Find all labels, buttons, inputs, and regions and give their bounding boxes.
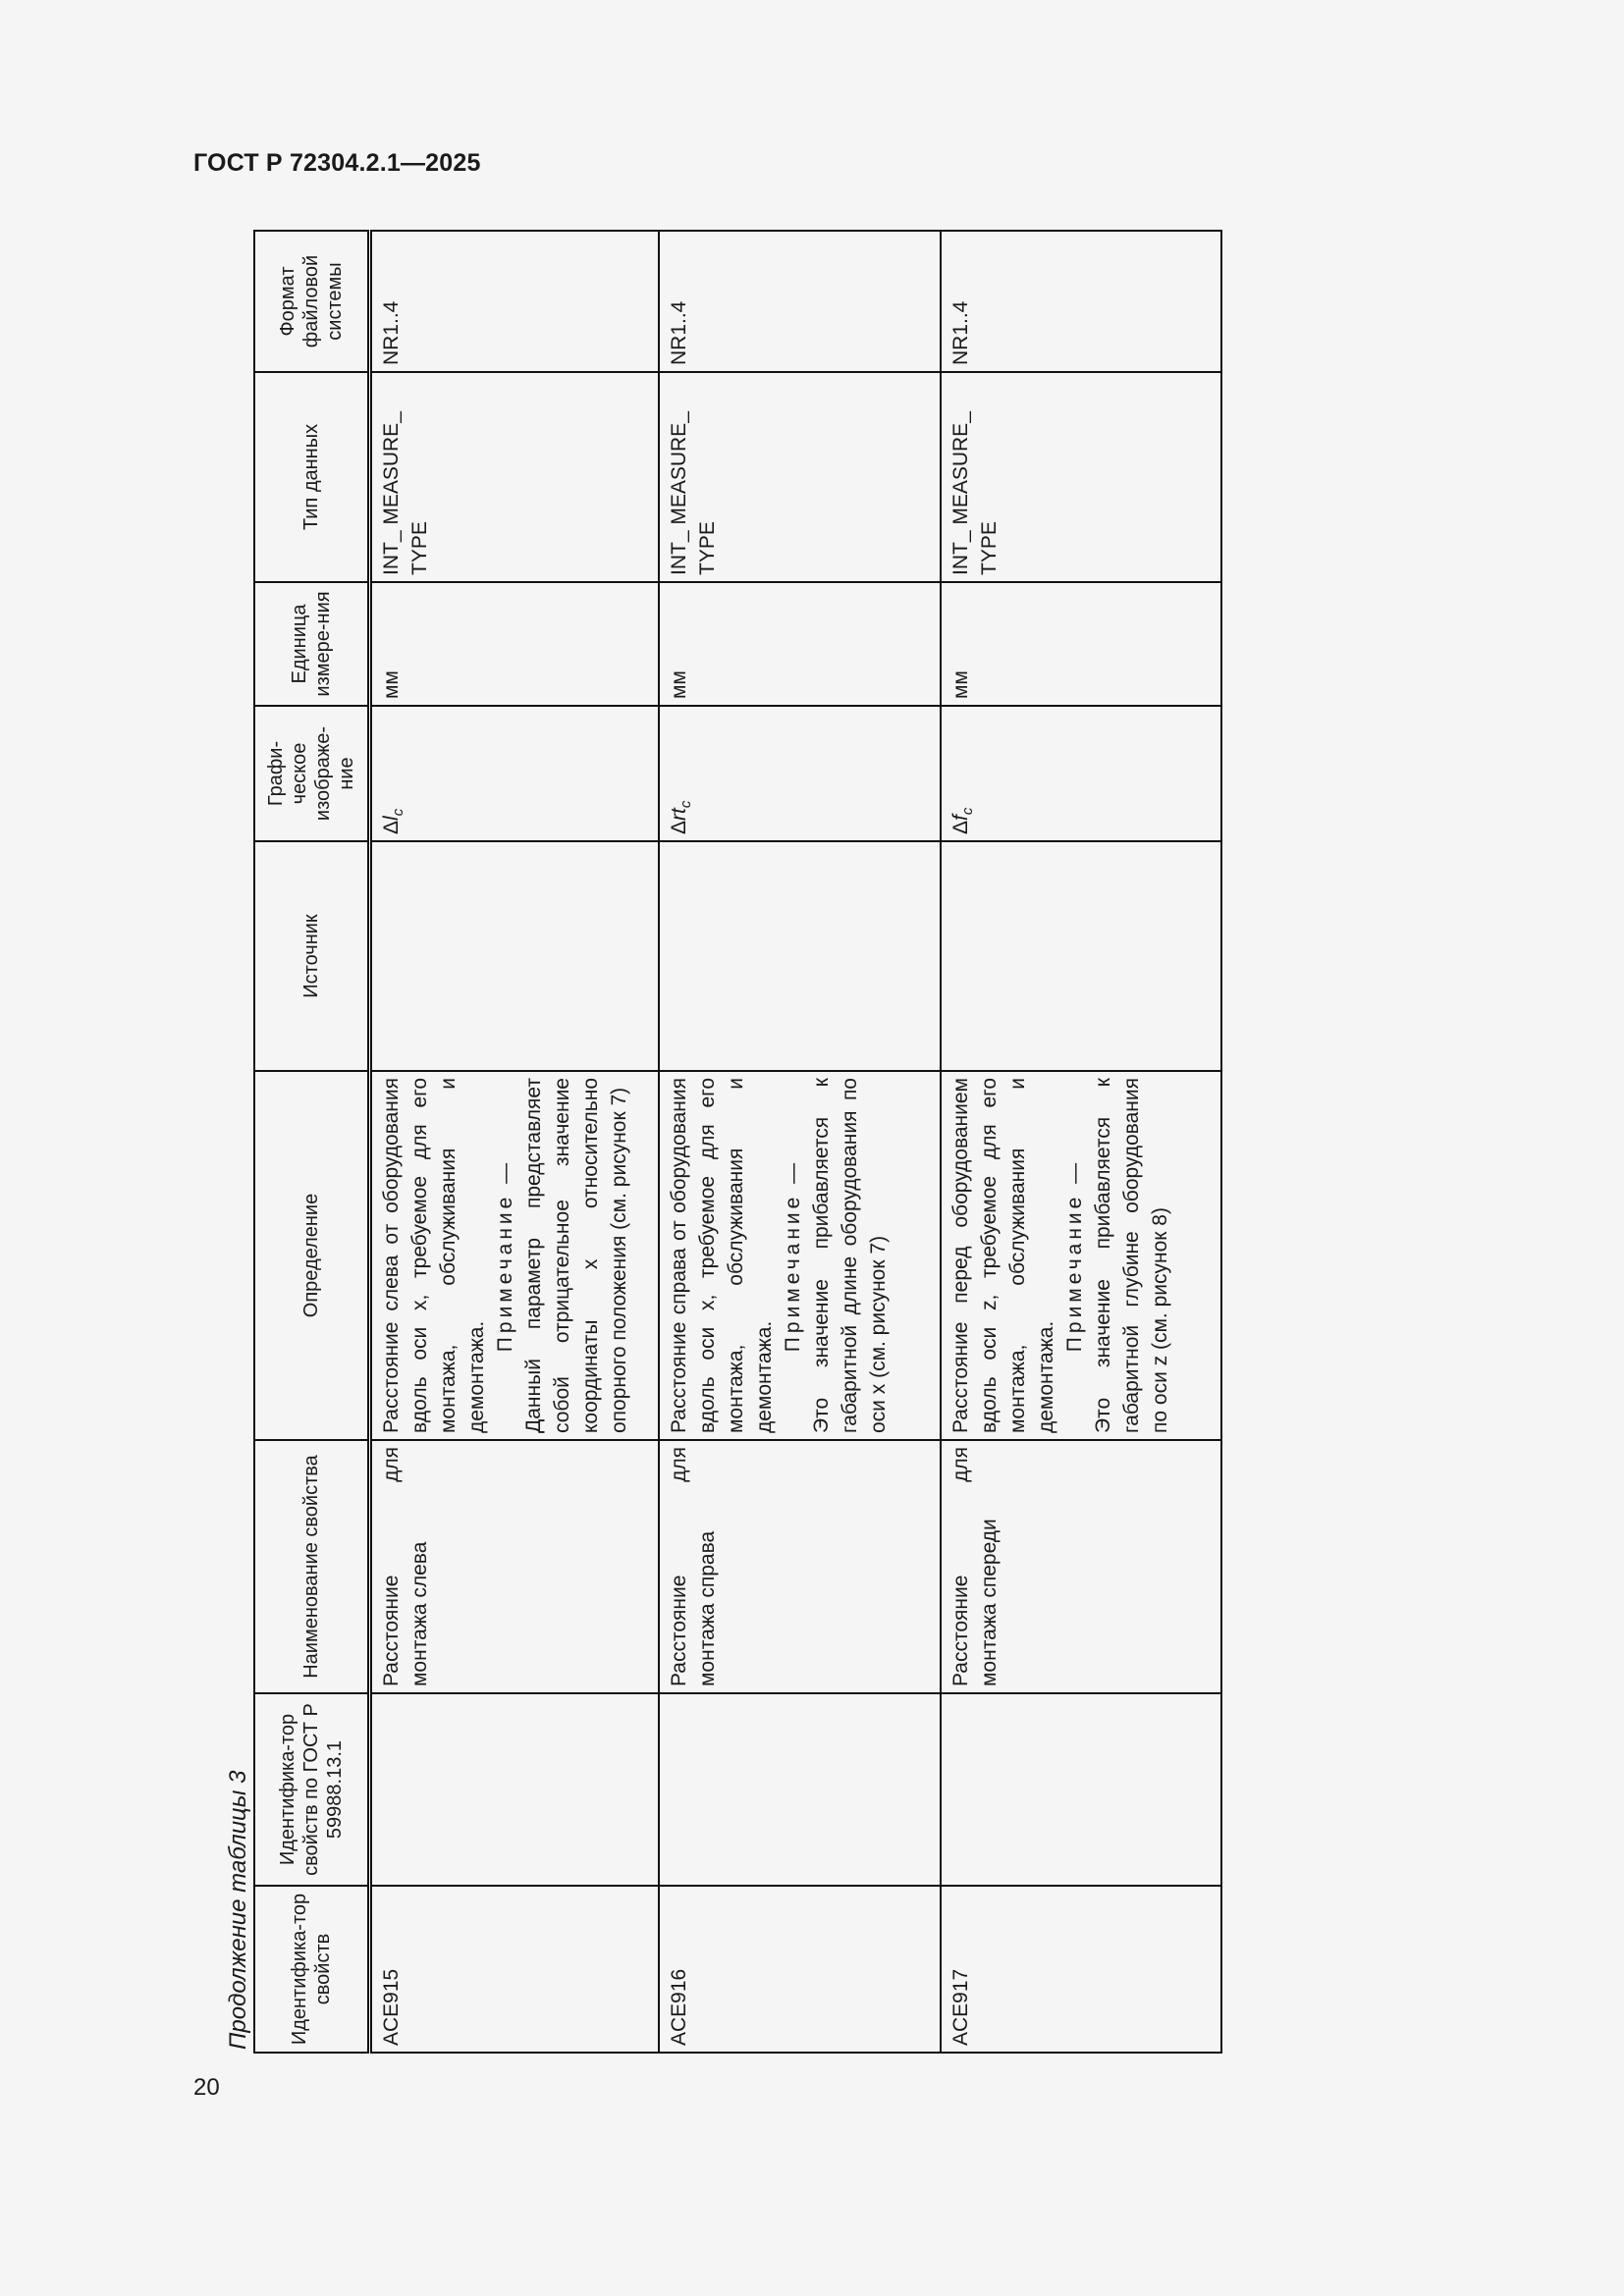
column-header-definition: Определение [254,1071,370,1440]
cell-format: NR1..4 [659,231,940,372]
table-row [659,231,940,2053]
cell-gost-id [659,1693,940,1886]
column-header-unit: Единица измере-ния [254,582,370,706]
page-number: 20 [193,2074,220,2101]
cell-name: Расстояние для монтажа спереди [941,1440,1222,1693]
cell-source [659,841,940,1071]
note-heading: Примечание — [494,1158,516,1353]
symbol-base: l [380,816,403,821]
properties-table [253,230,1222,2054]
note-text: Это значение прибавляется к габаритной длине оборудования по оси x (см. рисунок 7) [810,1078,891,1433]
column-header-format: Формат файловой системы [254,231,370,372]
cell-id: ACE915 [370,1886,660,2053]
cell-name: Расстояние для монтажа слева [370,1440,660,1693]
cell-source [941,841,1222,1071]
cell-unit: мм [659,582,940,706]
symbol-base: f [948,815,972,821]
table-row [370,231,660,2053]
cell-unit: мм [941,582,1222,706]
cell-symbol [941,706,1222,841]
column-header-data-type: Тип данных [254,372,370,582]
note-heading: Примечание — [782,1158,805,1353]
symbol-sub: c [958,807,976,816]
definition-text: Расстояние слева от оборудования вдоль оси x, требуемое для его монтажа, обслуживания и демонтажа. [380,1078,488,1433]
cell-data-type: INT_ MEASURE_ TYPE [370,372,660,582]
cell-definition [659,1071,940,1440]
cell-id: ACE916 [659,1886,940,2053]
symbol-prefix: Δ [948,820,972,834]
cell-id: ACE917 [941,1886,1222,2053]
document-header: ГОСТ Р 72304.2.1—2025 [193,149,481,177]
cell-format: NR1..4 [941,231,1222,372]
symbol-base: rt [668,808,691,821]
cell-format: NR1..4 [370,231,660,372]
definition-text: Расстояние перед оборудованием вдоль оси z, требуемое для его монтажа, обслуживания и демонтажа. [948,1078,1057,1433]
symbol-prefix: Δ [668,820,691,834]
cell-gost-id [370,1693,660,1886]
table-header-row [254,231,370,2053]
note-text: Данный параметр представляет собой отрицательное значение координаты x относительно опорного положения (см. рисунок 7) [522,1078,630,1433]
cell-data-type: INT_ MEASURE_ TYPE [659,372,940,582]
column-header-name: Наименование свойства [254,1440,370,1693]
note-heading: Примечание — [1062,1158,1086,1353]
cell-symbol [370,706,660,841]
definition-text: Расстояние справа от оборудования вдоль оси x, требуемое для его монтажа, обслуживания и демонтажа. [668,1078,777,1433]
symbol-sub: c [390,808,407,817]
column-header-source: Источник [254,841,370,1071]
symbol-sub: c [677,800,695,809]
table-row [941,231,1222,2053]
cell-definition [941,1071,1222,1440]
table-caption: Продолжение таблицы 3 [225,1770,251,2050]
symbol-prefix: Δ [380,820,403,834]
column-header-id: Идентифика-тор свойств [254,1886,370,2053]
cell-data-type: INT_ MEASURE_ TYPE [941,372,1222,582]
cell-symbol [659,706,940,841]
cell-source [370,841,660,1071]
cell-name: Расстояние для монтажа справа [659,1440,940,1693]
note-text: Это значение прибавляется к габаритной глубине оборудования по оси z (см. рисунок 8) [1091,1078,1171,1433]
cell-gost-id [941,1693,1222,1886]
cell-definition [370,1071,660,1440]
column-header-gost-id: Идентифика-тор свойств по ГОСТ Р 59988.13.1 [254,1693,370,1886]
rotated-table-block [224,232,1222,2054]
column-header-symbol: Графи-ческое изображе-ние [254,706,370,841]
cell-unit: мм [370,582,660,706]
